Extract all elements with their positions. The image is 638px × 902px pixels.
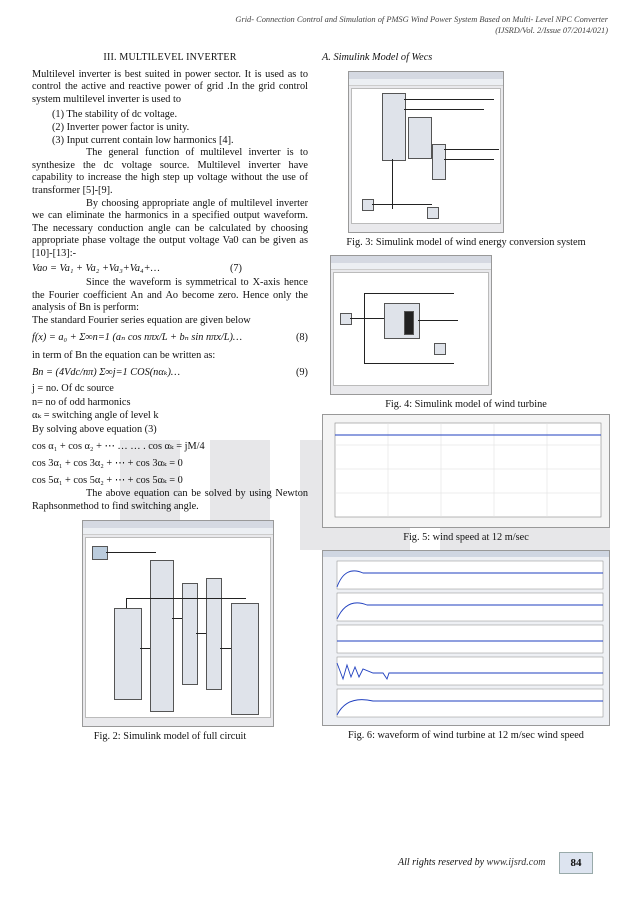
pmsg-block bbox=[408, 117, 432, 159]
signal-wire bbox=[404, 109, 484, 110]
gain-block bbox=[404, 311, 414, 335]
list-item: (2) Inverter power factor is unity. bbox=[52, 121, 190, 133]
signal-wire bbox=[364, 293, 365, 363]
window-menubar bbox=[83, 528, 273, 535]
subsystem-block bbox=[150, 560, 174, 712]
signal-wire bbox=[404, 99, 494, 100]
simulink-canvas bbox=[351, 88, 501, 224]
signal-wire bbox=[364, 363, 454, 364]
figure-6-caption: Fig. 6: waveform of wind turbine at 12 m/sec wind speed bbox=[348, 730, 584, 742]
site-link[interactable]: www.ijsrd.com bbox=[486, 857, 546, 868]
equation-8: f(x) = a₀ + Σ∞n=1 (aₙ cos nπx/L + bₙ sin nπx/L)… (8) bbox=[32, 332, 308, 344]
equation-9: Bn = (4Vdc/nπ) Σ∞j=1 COS(nαₖ)… (9) bbox=[32, 366, 308, 378]
signal-wire bbox=[126, 598, 246, 599]
source-block bbox=[92, 546, 108, 560]
signal-wire bbox=[350, 318, 384, 319]
equation-b: cos 3α₁ + cos 3α₂ + ⋯ + cos 3αₖ = 0 bbox=[32, 458, 183, 470]
definition: αₖ = switching angle of level k bbox=[32, 410, 159, 422]
signal-wire bbox=[364, 293, 454, 294]
figure-2-caption: Fig. 2: Simulink model of full circuit bbox=[93, 730, 247, 742]
simulink-canvas bbox=[85, 537, 271, 718]
signal-wire bbox=[392, 159, 393, 209]
definition: j = no. Of dc source bbox=[32, 383, 114, 395]
list-item: (1) The stability of dc voltage. bbox=[52, 109, 178, 121]
subsystem-block bbox=[114, 608, 142, 700]
right-column bbox=[322, 52, 610, 749]
turbine-block bbox=[384, 303, 420, 339]
window-menubar bbox=[331, 263, 491, 270]
figure-5-wind-speed-plot bbox=[322, 414, 610, 528]
figure-4-simulink-wind-turbine bbox=[330, 255, 492, 395]
paragraph: The general function of multilevel inverter is to synthesize the dc voltage source. Multilevel inverter have capability to increase the high step up voltage without the use of transformer [5]-[9]. bbox=[32, 147, 308, 196]
list-item: (3) Input current contain low harmonics [4]. bbox=[52, 134, 234, 146]
signal-wire bbox=[372, 204, 432, 205]
definition: n= no of odd harmonics bbox=[32, 396, 131, 408]
figure-3-caption: Fig. 3: Simulink model of wind energy conversion system bbox=[346, 236, 586, 248]
figure-5-caption: Fig. 5: wind speed at 12 m/sec bbox=[403, 531, 529, 543]
window-menubar bbox=[349, 79, 503, 86]
signal-wire bbox=[106, 552, 156, 553]
signal-wire bbox=[140, 648, 150, 649]
paragraph: Multilevel inverter is best suited in power sector. It is used as to control the active and reactive power of grid .In the grid control system multilevel inverter is used to bbox=[32, 68, 308, 105]
signal-wire bbox=[126, 598, 127, 608]
wind-speed-graph bbox=[323, 415, 609, 527]
signal-wire bbox=[220, 648, 231, 649]
paragraph: The above equation can be solved by using Newton Raphsonmethod to find switching angle. bbox=[32, 488, 308, 512]
footer-rights: All rights reserved by www.ijsrd.com bbox=[398, 857, 546, 868]
section-heading: III. MULTILEVEL INVERTER bbox=[103, 52, 237, 63]
paragraph: The standard Fourier series equation are given below bbox=[32, 314, 251, 326]
subsystem-block bbox=[231, 603, 259, 715]
definition: By solving above equation (3) bbox=[32, 424, 157, 436]
equation-c: cos 5α₁ + cos 5α₂ + ⋯ + cos 5αₖ = 0 bbox=[32, 474, 183, 486]
simulink-canvas bbox=[333, 272, 489, 386]
scope-block bbox=[427, 207, 439, 219]
scope-block bbox=[434, 343, 446, 355]
page-number: 84 bbox=[559, 852, 593, 874]
input-block bbox=[340, 313, 352, 325]
figure-2-simulink-full-circuit bbox=[82, 520, 274, 727]
header-title: Grid- Connection Control and Simulation of PMSG Wind Power System Based on Multi- Level NPC Converter bbox=[235, 15, 608, 24]
paragraph: Since the waveform is symmetrical to X-axis hence the Fourier coefficient An and Ao become zero. Hence only the analysis of Bn is perform: bbox=[32, 277, 308, 314]
figure-6-turbine-waveforms bbox=[322, 550, 610, 726]
subsystem-block bbox=[382, 93, 406, 161]
requirements-list bbox=[32, 109, 308, 147]
signal-wire bbox=[172, 618, 182, 619]
signal-wire bbox=[444, 149, 499, 150]
turbine-waveform-graphs bbox=[323, 551, 609, 725]
subsection-heading: A. Simulink Model of Wecs bbox=[322, 52, 433, 63]
paragraph: By choosing appropriate angle of multilevel inverter we can eliminate the harmonics in a specified output waveform. The necessary conduction angle can be calculated by choosing appropriate phase voltage the output voltage Va0 can be given as [10]-[13]:- bbox=[32, 197, 308, 259]
signal-wire bbox=[196, 633, 206, 634]
paragraph: in term of Bn the equation can be written as: bbox=[32, 350, 216, 362]
equation-a: cos α₁ + cos α₂ + ⋯ … … . cos αₖ = jM/4 bbox=[32, 440, 205, 452]
figure-4-caption: Fig. 4: Simulink model of wind turbine bbox=[385, 399, 547, 411]
running-header bbox=[235, 14, 608, 36]
header-issue: (IJSRD/Vol. 2/Issue 07/2014/021) bbox=[495, 26, 608, 35]
subsystem-block bbox=[206, 578, 222, 690]
signal-wire bbox=[444, 159, 494, 160]
equation-7: Vao = Va₁ + Va₂ +Va₃+Va₄+… (7) bbox=[32, 262, 242, 274]
scope-block bbox=[362, 199, 374, 211]
left-column bbox=[32, 52, 308, 749]
figure-3-simulink-wecs bbox=[348, 71, 504, 233]
signal-wire bbox=[418, 320, 458, 321]
